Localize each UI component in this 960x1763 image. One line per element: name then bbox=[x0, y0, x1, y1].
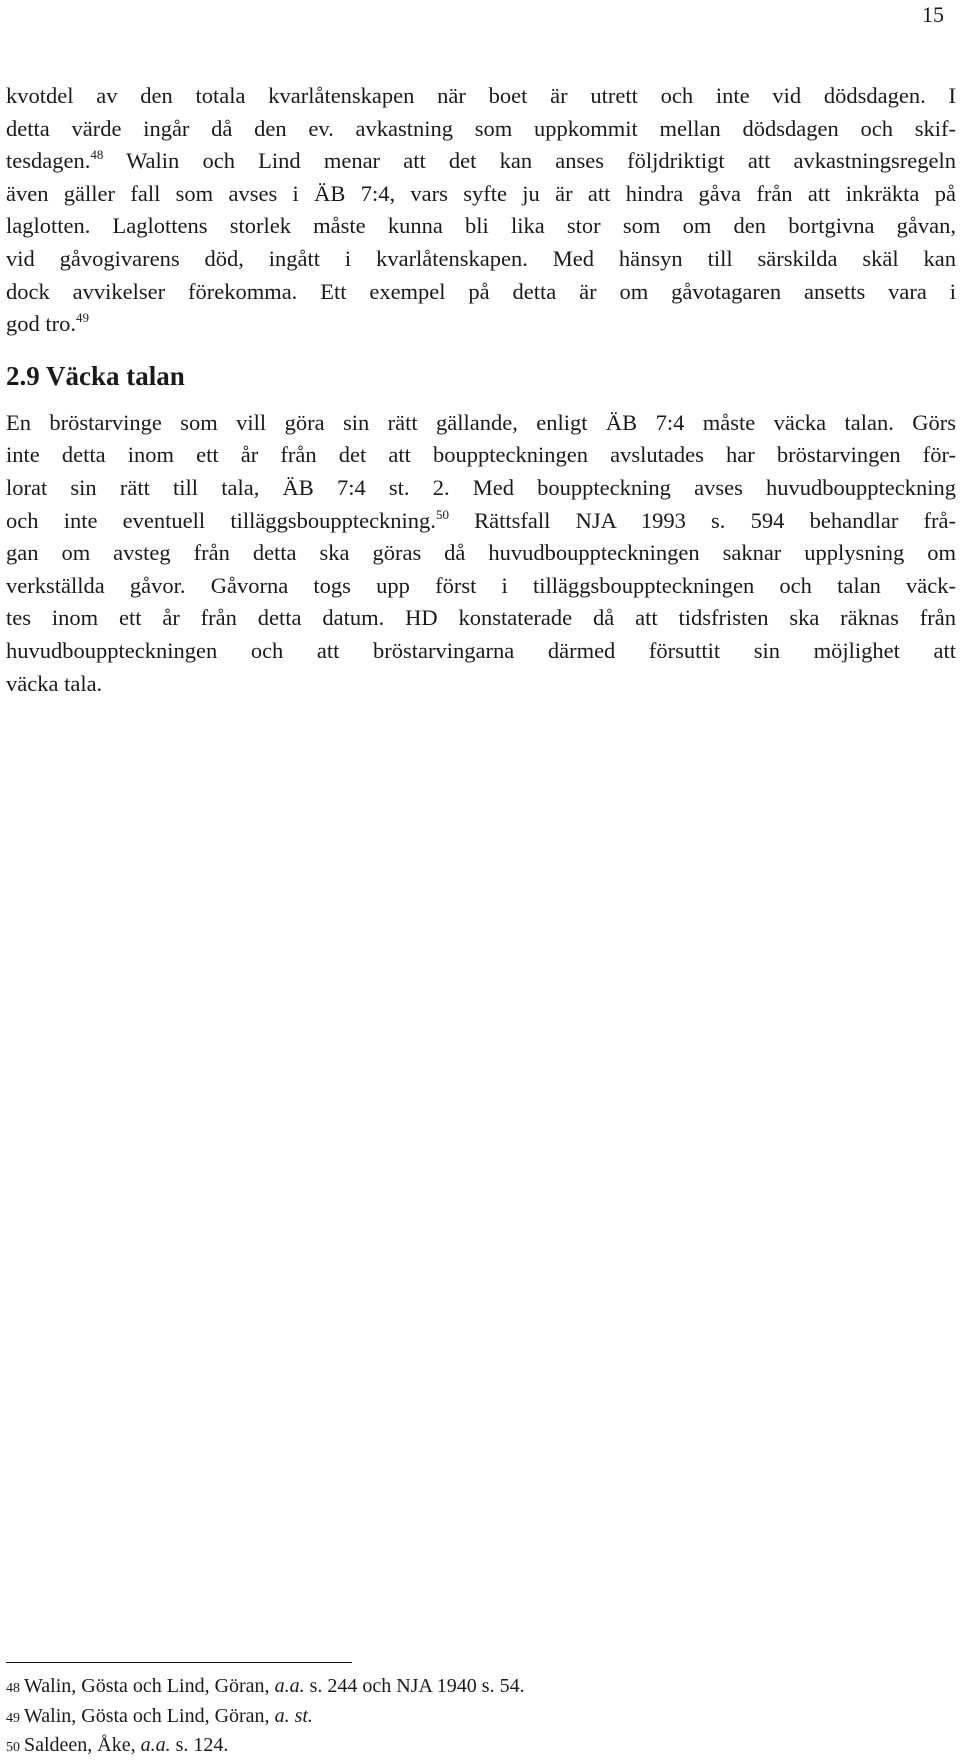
text-line: inte detta inom ett år från det att bouppteckningen avslutades har bröstarvingen för- bbox=[6, 442, 956, 468]
footnote-text: Saldeen, Åke, bbox=[24, 1734, 141, 1756]
text-line: huvudbouppteckningen och att bröstarvingarna därmed försuttit sin möjlighet att bbox=[6, 637, 956, 663]
text-line: även gäller fall som avses i ÄB 7:4, vars syfte ju är att hindra gåva från att inkräkta på bbox=[6, 180, 956, 206]
footnotes bbox=[6, 1662, 956, 1762]
footnote-italic: a.a. bbox=[140, 1734, 171, 1756]
text-line bbox=[6, 145, 956, 178]
text-line: gan om avsteg från detta ska göras då huvudbouppteckningen saknar upplysning om bbox=[6, 540, 956, 566]
footnote-reference-48[interactable]: 48 bbox=[90, 147, 104, 163]
footnote-number: 49 bbox=[6, 1710, 20, 1726]
footnote-text: Walin, Gösta och Lind, Göran, bbox=[24, 1675, 275, 1697]
footnote-text: s. 244 och NJA 1940 s. 54. bbox=[304, 1675, 525, 1697]
document-body bbox=[6, 80, 956, 700]
text-line: tes inom ett år från detta datum. HD konstaterade då att tidsfristen ska räknas från bbox=[6, 605, 956, 631]
text-fragment: och inte eventuell tilläggsbouppteckning. bbox=[6, 507, 436, 533]
paragraph-inheritance-value bbox=[6, 80, 956, 341]
text-line: dock avvikelser förekomma. Ett exempel på detta är om gåvotagaren ansetts vara i bbox=[6, 278, 956, 304]
text-line: kvotdel av den totala kvarlåtenskapen när boet är utrett och inte vid dödsdagen. I bbox=[6, 83, 956, 108]
text-line: laglotten. Laglottens storlek måste kunna bli lika stor som om den bortgivna gåvan, bbox=[6, 213, 956, 239]
paragraph-bring-action bbox=[6, 407, 956, 700]
footnote-number: 48 bbox=[6, 1681, 20, 1696]
text-line: vid gåvogivarens död, ingått i kvarlåtenskapen. Med hänsyn till särskilda skäl kan bbox=[6, 245, 956, 271]
text-line: verkställda gåvor. Gåvorna togs upp först i tilläggsbouppteckningen och talan väck- bbox=[6, 572, 956, 598]
text-line: detta värde ingår då den ev. avkastning som uppkommit mellan dödsdagen och skif- bbox=[6, 115, 956, 141]
text-line: En bröstarvinge som vill göra sin rätt gällande, enligt ÄB 7:4 måste väcka talan. Görs bbox=[6, 409, 956, 435]
footnote-49 bbox=[6, 1703, 956, 1733]
text-fragment: Rättsfall NJA 1993 s. 594 behandlar frå- bbox=[448, 507, 956, 533]
footnote-separator bbox=[6, 1662, 352, 1663]
text-line: väcka tala. bbox=[6, 670, 103, 696]
footnote-italic: a. st. bbox=[274, 1704, 313, 1727]
text-line bbox=[6, 505, 956, 538]
footnote-text: Walin, Gösta och Lind, Göran, bbox=[24, 1704, 275, 1727]
page-number: 15 bbox=[922, 2, 944, 27]
footnote-48 bbox=[6, 1673, 956, 1703]
section-heading: 2.9 Väcka talan bbox=[6, 360, 185, 391]
text-line bbox=[6, 308, 956, 341]
text-fragment: Walin och Lind menar att det kan anses följdriktigt att avkastningsregeln bbox=[103, 148, 956, 174]
footnote-reference-50[interactable]: 50 bbox=[435, 506, 449, 522]
text-line: lorat sin rätt till tala, ÄB 7:4 st. 2. Med bouppteckning avses huvudbouppteckning bbox=[6, 474, 956, 500]
text-fragment: tesdagen. bbox=[6, 148, 91, 174]
footnote-text: s. 124. bbox=[170, 1734, 229, 1756]
footnote-50 bbox=[6, 1732, 956, 1762]
footnote-number: 50 bbox=[6, 1740, 20, 1755]
footnote-reference-49[interactable]: 49 bbox=[76, 310, 89, 326]
footnote-italic: a.a. bbox=[274, 1675, 305, 1697]
text-fragment: god tro. bbox=[6, 311, 76, 337]
